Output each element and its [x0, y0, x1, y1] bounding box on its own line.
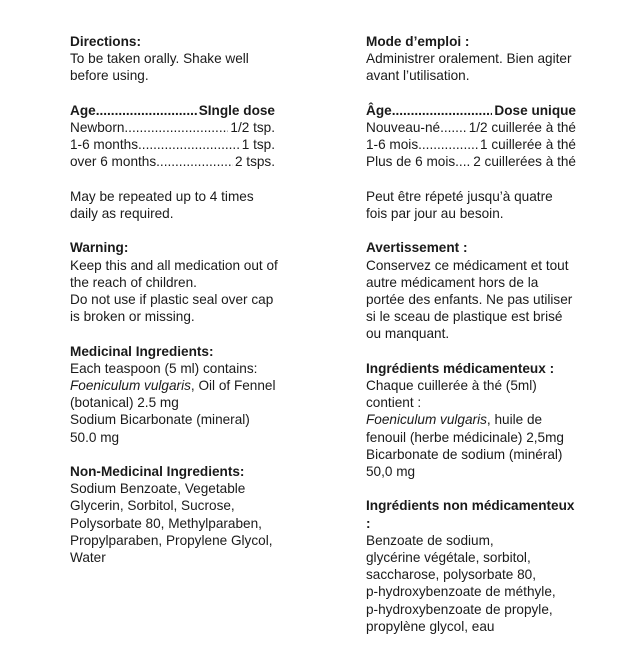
directions-heading: Directions: [70, 34, 142, 49]
warning-line: Do not use if plastic seal over cap [70, 292, 274, 307]
non-medicinal-line-fr: saccharose, polysorbate 80, [366, 567, 537, 583]
dosage-age: over 6 months [70, 154, 157, 170]
medicinal-line [70, 377, 275, 394]
non-medicinal-line-fr: p-hydroxybenzoate de méthyle, [366, 584, 556, 600]
non-medicinal-ingredients-section [70, 463, 275, 566]
medicinal-line-rest: , Oil of Fennel [190, 378, 276, 393]
leader-dots [392, 102, 493, 119]
directions-line-fr: avant l’utilisation. [366, 68, 470, 84]
non-medicinal-line-fr: glycérine végétale, sorbitol, [366, 550, 531, 566]
french-column [366, 33, 576, 652]
directions-line-fr: Administrer oralement. Bien agiter [366, 51, 572, 67]
medicinal-line: 50.0 mg [70, 429, 120, 445]
directions-line: To be taken orally. Shake well [70, 51, 249, 67]
non-medicinal-line-fr: propylène glycol, eau [366, 618, 495, 634]
warning-section-fr [366, 239, 576, 342]
directions-heading-fr: Mode d’emploi : [366, 34, 470, 49]
warning-line: is broken or missing. [70, 309, 195, 325]
medicinal-line-fr: Chaque cuillerée à thé (5ml) [366, 378, 537, 393]
medicinal-line-fr: 50,0 mg [366, 464, 416, 480]
medicinal-line: Each teaspoon (5 ml) contains: [70, 360, 258, 376]
dosage-dose: 1/2 tsp. [230, 120, 275, 135]
non-medicinal-heading-fr: Ingrédients non médicamenteux : [366, 498, 575, 531]
warning-line-fr: Conservez ce médicament et tout [366, 257, 569, 273]
dosage-age-fr: Nouveau-né [366, 120, 441, 135]
non-medicinal-line: Sodium Benzoate, Vegetable [70, 481, 246, 497]
dosage-age: Newborn [70, 120, 125, 135]
dosage-table-fr [366, 102, 576, 171]
medicinal-heading: Medicinal Ingredients: [70, 343, 214, 359]
directions-line: before using. [70, 68, 149, 84]
leader-dots [138, 136, 240, 153]
non-medicinal-heading: Non-Medicinal Ingredients: [70, 464, 245, 479]
dosage-dose-fr: 2 cuillerées à thé [473, 154, 576, 170]
repeat-note-fr [366, 188, 576, 222]
dosage-dose: 2 tsps. [234, 154, 275, 170]
medicinal-line-fr: fenouil (herbe médicinale) 2,5mg [366, 429, 564, 445]
non-medicinal-line: Polysorbate 80, Methylparaben, [70, 515, 262, 531]
dosage-row [70, 119, 275, 136]
non-medicinal-line-fr: p-hydroxybenzoate de propyle, [366, 601, 553, 617]
botanical-name-fr: Foeniculum vulgaris [366, 412, 487, 428]
botanical-name: Foeniculum vulgaris [70, 378, 191, 393]
medicinal-line-fr: contient : [366, 395, 422, 411]
dosage-header-row-fr [366, 102, 576, 119]
non-medicinal-line: Water [70, 550, 106, 566]
dosage-age-header: Age [70, 102, 96, 118]
dosage-age-fr: 1-6 mois [366, 137, 419, 153]
medicinal-heading-fr: Ingrédients médicamenteux : [366, 360, 555, 376]
warning-line-fr: autre médicament hors de la [366, 274, 539, 290]
directions-section [70, 33, 275, 85]
medicinal-line-fr: Bicarbonate de sodium (minéral) [366, 446, 563, 462]
dosage-age-header-fr: Âge [366, 102, 392, 118]
dosage-dose-header: SIngle dose [198, 102, 275, 118]
repeat-line: daily as required. [70, 206, 174, 221]
medicinal-line: (botanical) 2.5 mg [70, 395, 179, 411]
english-column [70, 33, 278, 583]
leader-dots [156, 153, 233, 170]
medicinal-line-rest-fr: , huile de [486, 412, 543, 428]
dosage-row-fr [366, 119, 576, 136]
dosage-dose-fr: 1/2 cuillerée à thé [468, 120, 576, 135]
warning-heading-fr: Avertissement : [366, 240, 468, 256]
repeat-line: May be repeated up to 4 times [70, 188, 254, 204]
non-medicinal-line-fr: Benzoate de sodium, [366, 532, 494, 548]
warning-line: the reach of children. [70, 274, 197, 290]
medicinal-ingredients-section [70, 343, 275, 446]
dosage-row [70, 136, 275, 153]
dosage-row-fr [366, 136, 576, 153]
dosage-dose-fr: 1 cuillerée à thé [480, 137, 576, 153]
leader-dots [440, 119, 467, 136]
dosage-row [70, 153, 275, 170]
non-medicinal-line: Glycerin, Sorbitol, Sucrose, [70, 498, 235, 514]
dosage-dose-header-fr: Dose unique [494, 102, 576, 118]
warning-line-fr: ou manquant. [366, 326, 450, 342]
dosage-row-fr [366, 153, 576, 170]
warning-line: Keep this and all medication out of [70, 257, 278, 273]
medicinal-line-fr [366, 411, 576, 428]
leader-dots [96, 102, 197, 119]
dosage-table [70, 102, 275, 171]
non-medicinal-line: Propylparaben, Propylene Glycol, [70, 532, 273, 548]
dosage-age-fr: Plus de 6 mois [366, 154, 456, 170]
medicinal-line: Sodium Bicarbonate (mineral) [70, 412, 250, 428]
warning-heading: Warning: [70, 240, 129, 256]
dosage-age: 1-6 months [70, 137, 139, 153]
leader-dots [124, 119, 228, 136]
warning-section [70, 239, 278, 325]
dosage-dose: 1 tsp. [241, 137, 275, 153]
leader-dots [455, 153, 471, 170]
warning-line-fr: portée des enfants. Ne pas utiliser [366, 292, 573, 307]
leader-dots [418, 136, 478, 153]
repeat-line-fr: fois par jour au besoin. [366, 206, 504, 221]
repeat-line-fr: Peut être répeté jusqu’à quatre [366, 188, 553, 204]
warning-line-fr: si le sceau de plastique est brisé [366, 309, 563, 325]
medicinal-ingredients-section-fr [366, 360, 576, 480]
directions-section-fr [366, 33, 576, 85]
repeat-note [70, 188, 275, 222]
non-medicinal-ingredients-section-fr [366, 497, 576, 635]
dosage-header-row [70, 102, 275, 119]
